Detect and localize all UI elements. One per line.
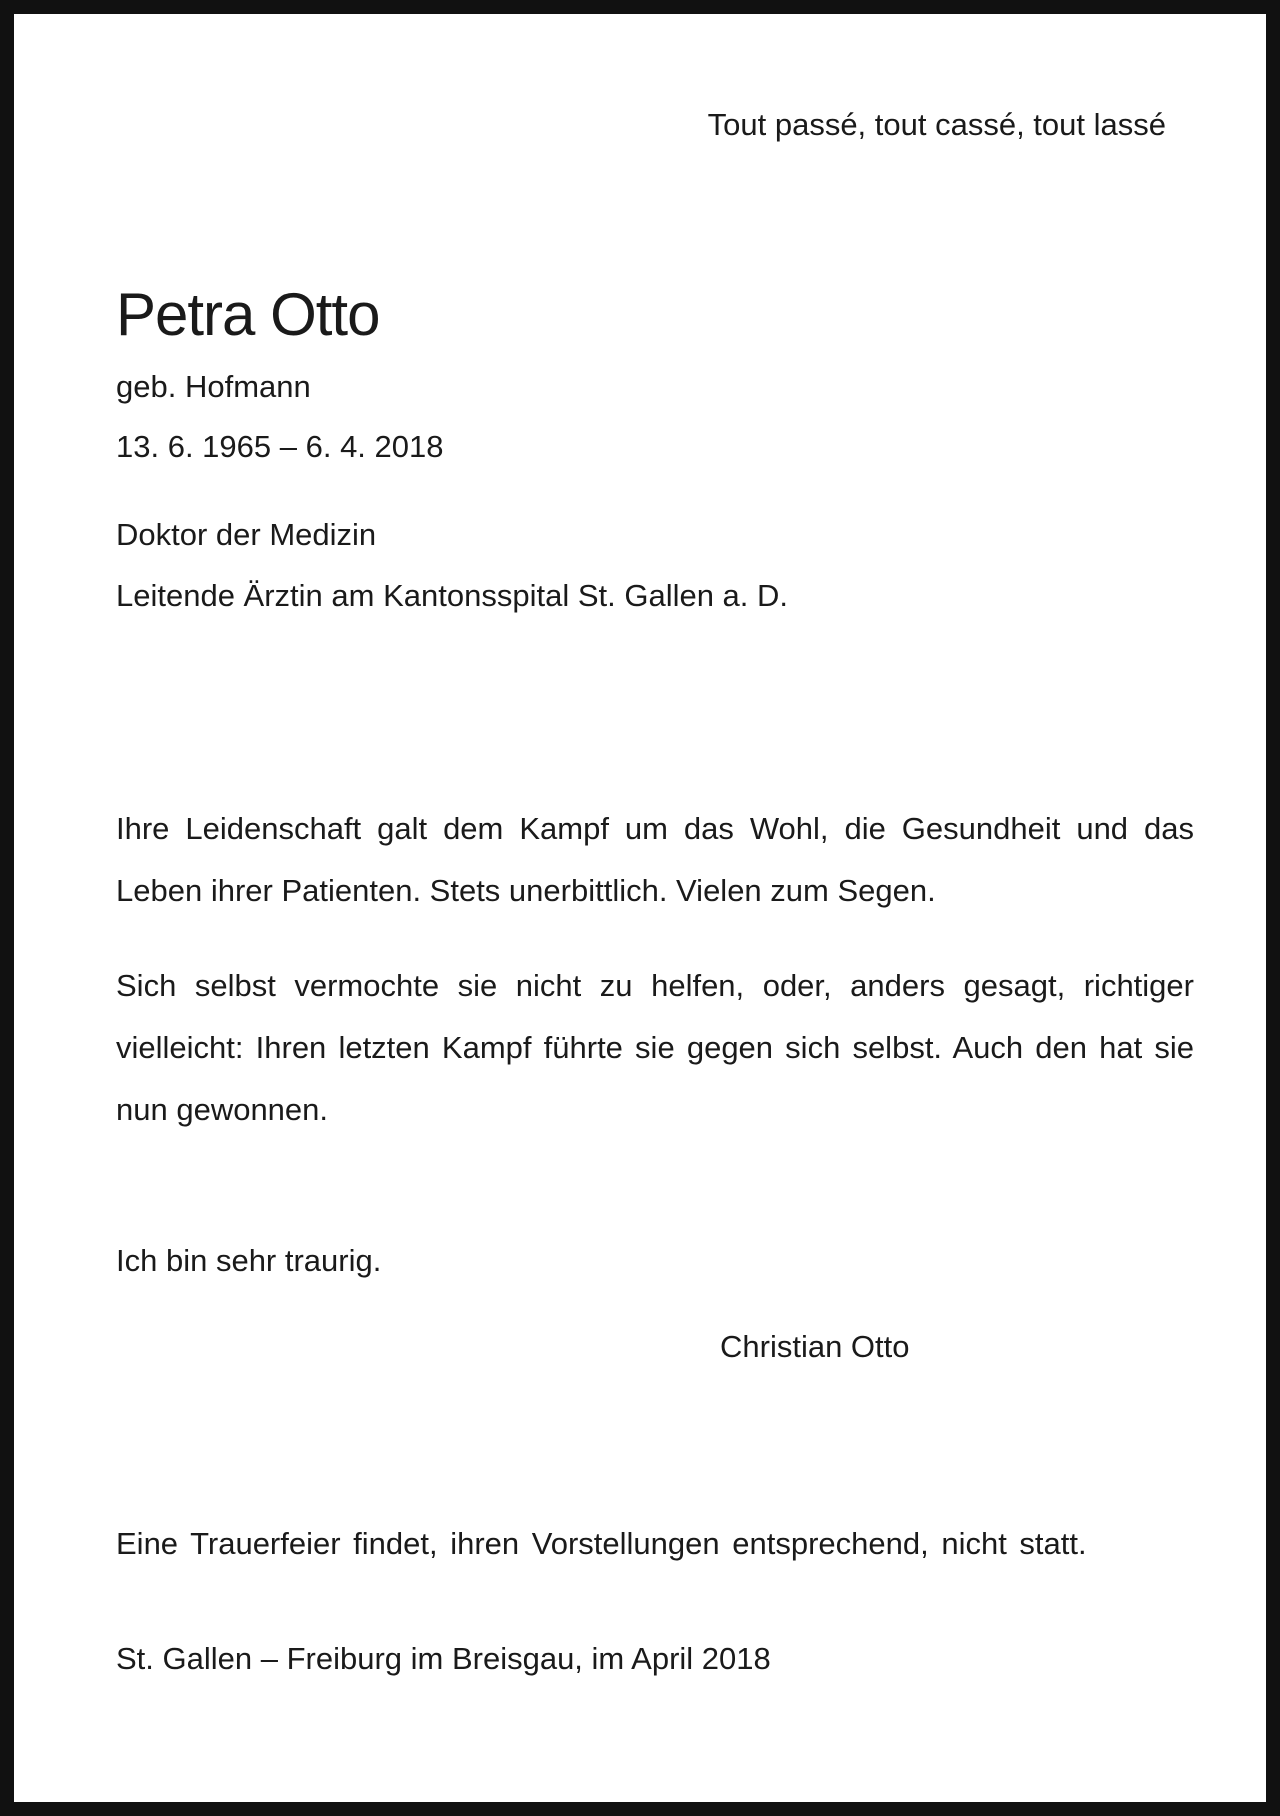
professional-position: Leitende Ärztin am Kantonsspital St. Gallen a. D. (116, 578, 789, 613)
place-and-date: St. Gallen – Freiburg im Breisgau, im April 2018 (116, 1641, 771, 1676)
signature-name: Christian Otto (720, 1329, 910, 1364)
motto-quote: Tout passé, tout cassé, tout lassé (707, 107, 1166, 142)
tribute-paragraph-2: Sich selbst vermochte sie nicht zu helfen, oder, anders gesagt, richtiger vielleicht: Ihren letzten Kampf führte sie gegen sich selbst. Auch den hat sie nun gewonnen. (116, 968, 1194, 1127)
tribute-paragraph-1: Ihre Leidenschaft galt dem Kampf um das Wohl, die Gesundheit und das Leben ihrer Patienten. Stets unerbittlich. Vielen zum Segen. (116, 811, 1194, 908)
sentiment-line: Ich bin sehr traurig. (116, 1243, 382, 1278)
funeral-notice: Eine Trauerfeier findet, ihren Vorstellungen entsprechend, nicht statt. (116, 1526, 1087, 1561)
academic-title: Doktor der Medizin (116, 517, 377, 552)
birth-name: geb. Hofmann (116, 369, 311, 404)
life-dates: 13. 6. 1965 – 6. 4. 2018 (116, 429, 444, 464)
deceased-name: Petra Otto (116, 281, 380, 348)
